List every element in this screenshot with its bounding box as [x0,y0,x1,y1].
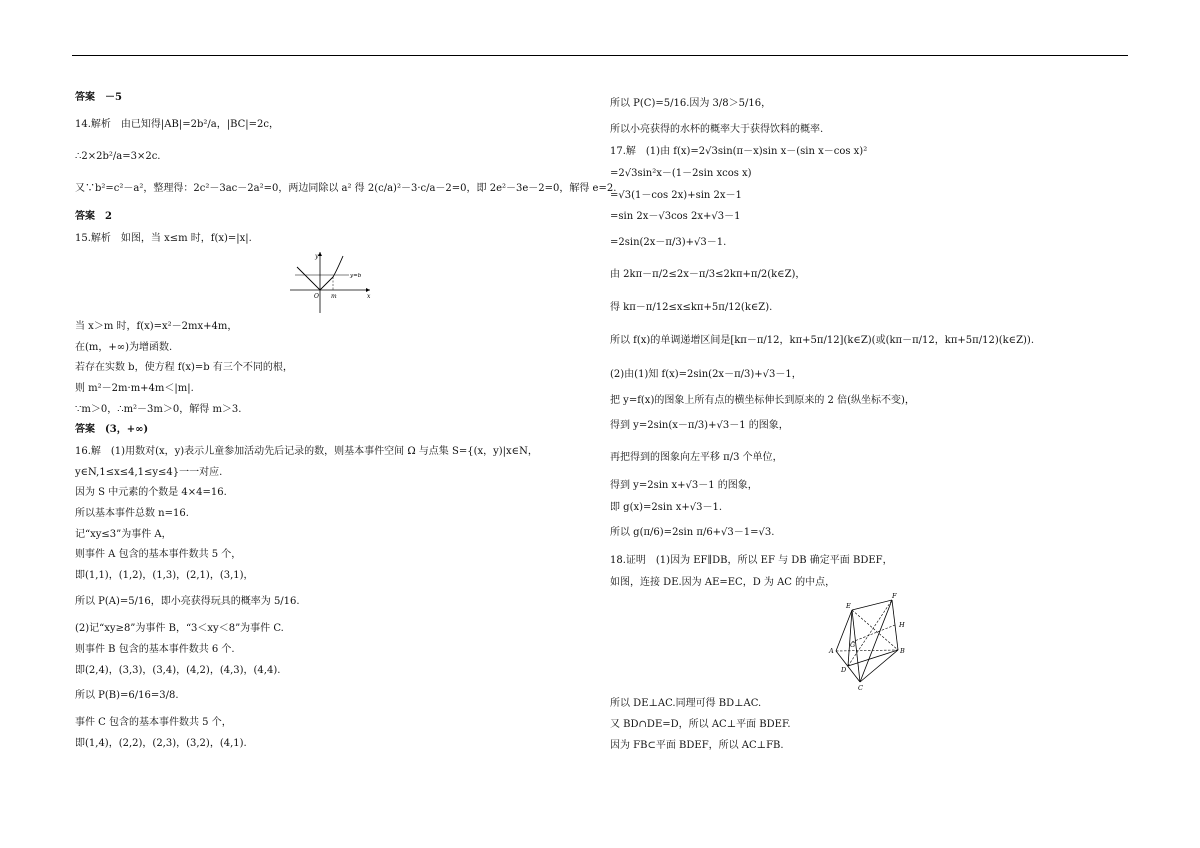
text-line: 即(2,4)，(3,3)，(3,4)，(4,2)，(4,3)，(4,4). [75,665,281,676]
label-b: B [900,647,905,655]
text-line: 由 2kπ－π/2≤2x－π/3≤2kπ+π/2(k∈Z)， [610,269,806,280]
label-c: C [858,684,863,692]
text-line: =sin 2x－√3cos 2x+√3－1 [610,211,741,222]
text-line: 又 BD∩DE=D，所以 AC⊥平面 BDEF. [610,719,791,730]
edge-ac [836,651,860,682]
answer-14: 答案 2 [75,211,112,222]
text-line: 所以 g(π/6)=2sin π/6+√3－1=√3. [610,527,775,538]
text-line: 当 x＞m 时，f(x)=x²－2mx+4m， [75,321,238,332]
text-line: 所以 P(A)=5/16，即小亮获得玩具的概率为 5/16. [75,596,300,607]
text-line: 所以 DE⊥AC.同理可得 BD⊥AC. [610,698,762,709]
hidden-edge-ab [836,650,898,651]
m-label: m [331,293,337,300]
x-axis-arrow [366,288,370,292]
text-line: 18.证明 (1)因为 EF∥DB，所以 EF 与 DB 确定平面 BDEF， [610,555,893,566]
text-line: 因为 S 中元素的个数是 4×4=16. [75,487,227,498]
edge-db [848,650,898,666]
text-line: 若存在实数 b，使方程 f(x)=b 有三个不同的根， [75,362,293,373]
problem-15-graph [285,248,375,318]
label-f: F [892,592,897,600]
edge-cb [860,650,898,682]
text-line: 14.解析 由已知得|AB|=2b²/a，|BC|=2c， [75,119,279,130]
text-line: 把 y=f(x)的图象上所有点的横坐标伸长到原来的 2 倍(纵坐标不变)， [610,395,915,406]
label-d: D [841,666,847,674]
text-line: 再把得到的图象向左平移 π/3 个单位， [610,452,783,463]
y-axis-arrow [318,252,322,256]
text-line: =2√3sin²x－(1－2sin xcos x) [610,168,752,179]
text-line: 在(m，+∞)为增函数. [75,342,173,353]
text-line: ∵m＞0，∴m²－3m＞0，解得 m＞3. [75,404,242,415]
text-line: 事件 C 包含的基本事件数共 5 个， [75,717,232,728]
text-line: 即 g(x)=2sin x+√3－1. [610,502,723,513]
abs-curve [297,267,333,290]
text-line: 所以 P(B)=6/16=3/8. [75,690,179,701]
label-g: G [850,641,856,649]
text-line: 则 m²－2m·m+4m＜|m|. [75,383,194,394]
label-a: A [829,647,834,655]
parabola-curve [333,256,343,277]
text-line: 15.解析 如图，当 x≤m 时，f(x)=|x|. [75,233,252,244]
text-line: y∈N,1≤x≤4,1≤y≤4}一一对应. [75,467,223,478]
answer-13: 答案 －5 [75,92,122,103]
text-line: 则事件 A 包含的基本事件数共 5 个， [75,549,242,560]
text-line: 即(1,1)，(1,2)，(1,3)，(2,1)，(3,1)， [75,570,254,581]
text-line: 记“xy≤3”为事件 A， [75,529,172,540]
problem-18-solid-figure [822,592,912,692]
text-line: =√3(1－cos 2x)+sin 2x－1 [610,190,742,201]
text-line: (2)记“xy≥8”为事件 B，“3＜xy＜8”为事件 C. [75,623,284,634]
text-line: (2)由(1)知 f(x)=2sin(2x－π/3)+√3－1， [610,369,802,380]
text-line: 所以基本事件总数 n=16. [75,508,189,519]
text-line: =2sin(2x－π/3)+√3－1. [610,237,727,248]
text-line: 又∵b²=c²－a²，整理得：2c²－3ac－2a²=0，两边同除以 a² 得 2(c/a)²－3·c/a－2=0，即 2e²－3e－2=0，解得 e=2. [75,183,617,194]
text-line: ∴2×2b²/a=3×2c. [75,151,161,162]
text-line: 则事件 B 包含的基本事件数共 6 个. [75,644,235,655]
text-line: 得到 y=2sin x+√3－1 的图象， [610,480,758,491]
text-line: 16.解 (1)用数对(x，y)表示儿童参加活动先后记录的数，则基本事件空间 Ω 与点集 S={(x，y)|x∈N， [75,446,538,457]
text-line: 得 kπ－π/12≤x≤kπ+5π/12(k∈Z). [610,302,773,313]
answer-15: 答案 (3，+∞) [75,424,149,435]
text-line: 即(1,4)，(2,2)，(2,3)，(3,2)，(4,1). [75,738,247,749]
text-line: 17.解 (1)由 f(x)=2√3sin(π－x)sin x－(sin x－cos x)² [610,146,868,157]
label-e: E [846,602,851,610]
text-line: 所以 f(x)的单调递增区间是[kπ－π/12，kπ+5π/12](k∈Z)(或(kπ－π/12，kπ+5π/12)(k∈Z)). [610,335,1035,346]
origin-label: O [314,293,319,300]
y-label: y [315,253,319,260]
text-line: 如图，连接 DE.因为 AE=EC，D 为 AC 的中点， [610,577,836,588]
header-rule [72,55,1128,56]
text-line: 因为 FB⊂平面 BDEF，所以 AC⊥FB. [610,740,784,751]
x-label: x [367,293,371,300]
text-line: 所以小亮获得的水杯的概率大于获得饮料的概率. [610,124,824,135]
text-line: 得到 y=2sin(x－π/3)+√3－1 的图象， [610,420,789,431]
label-h: H [899,621,905,629]
yb-label: y=b [350,273,362,279]
text-line: 所以 P(C)=5/16.因为 3/8＞5/16， [610,98,772,109]
